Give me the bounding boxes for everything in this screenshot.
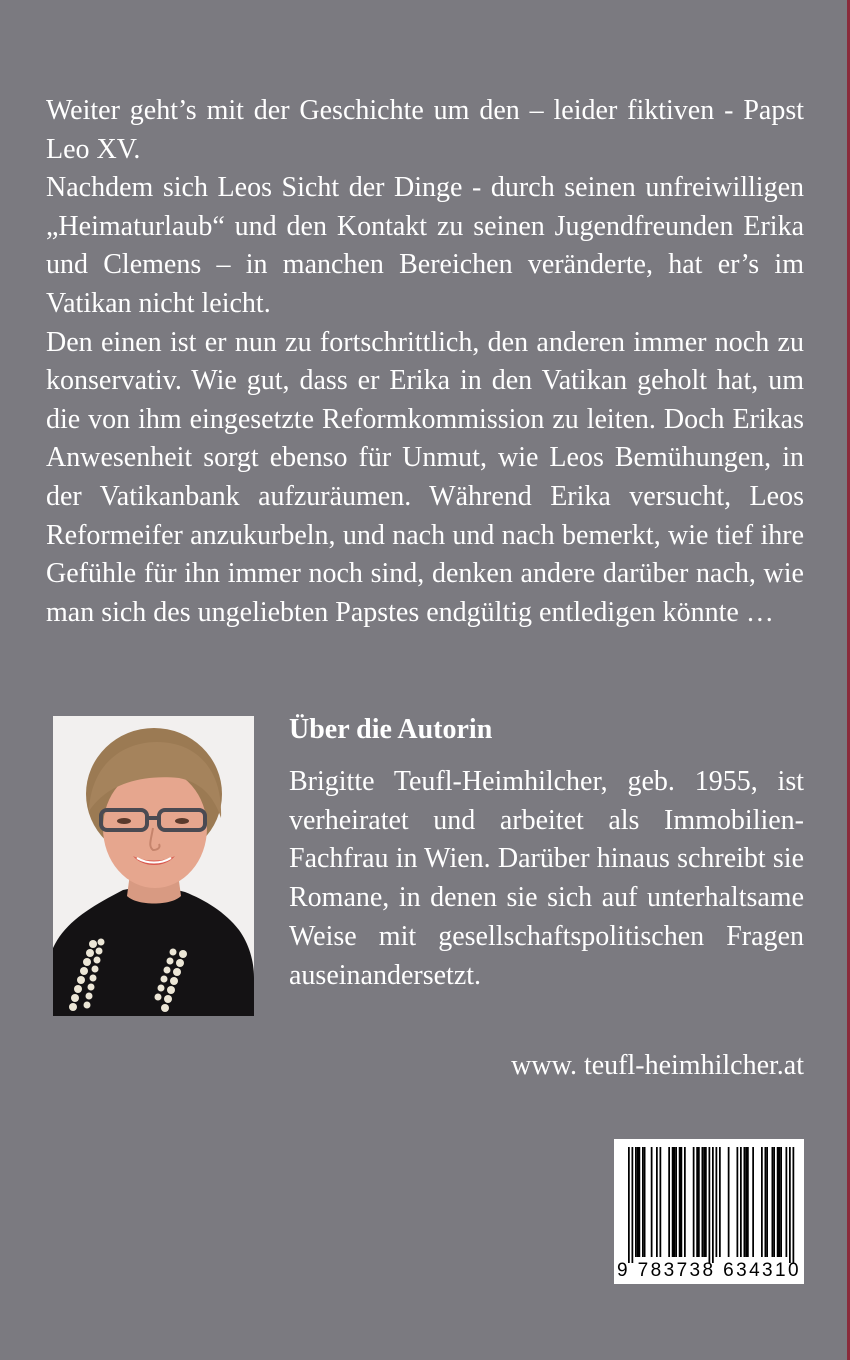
blurb-text <box>46 92 804 632</box>
author-heading: Über die Autorin <box>289 714 493 745</box>
barcode-bar <box>660 1147 662 1257</box>
barcode-bar <box>674 1147 676 1257</box>
barcode-bar <box>693 1147 695 1257</box>
barcode-bar <box>709 1147 711 1263</box>
barcode-bar <box>780 1147 782 1257</box>
barcode-bar <box>712 1147 714 1263</box>
barcode-bar <box>728 1147 730 1257</box>
barcode-bar <box>779 1147 781 1257</box>
barcode-bar <box>765 1147 767 1257</box>
barcode-bar <box>772 1147 774 1257</box>
barcode-bar <box>675 1147 677 1257</box>
barcode-bar <box>766 1147 768 1257</box>
barcode-bar <box>672 1147 674 1257</box>
barcode-bar <box>737 1147 739 1257</box>
barcode-bar <box>684 1147 686 1257</box>
barcode-bar <box>719 1147 721 1257</box>
barcode-bar <box>761 1147 763 1257</box>
barcode-bar <box>789 1147 791 1263</box>
barcode-bar <box>642 1147 644 1257</box>
barcode-bar <box>705 1147 707 1257</box>
barcode-bar <box>745 1147 747 1257</box>
barcode-bar <box>702 1147 704 1257</box>
barcode-bar <box>628 1147 630 1263</box>
barcode-bar <box>786 1147 788 1257</box>
barcode-bar <box>698 1147 700 1257</box>
author-bio: Brigitte Teufl-Heimhilcher, geb. 1955, ist verheiratet und arbeitet als Immobilien-Fachfrau in Wien. Darüber hinaus schreibt sie Romane, in denen sie sich auf unterhaltsame Weise mit gesellschaftspolitischen Fragen auseinandersetzt. <box>289 766 804 991</box>
isbn-barcode <box>614 1139 804 1284</box>
barcode-bar <box>635 1147 637 1257</box>
barcode-bar <box>679 1147 681 1257</box>
barcode-bar <box>639 1147 641 1257</box>
blurb-paragraph-2: Nachdem sich Leos Sicht der Dinge - durch seinen unfreiwilligen „Heimaturlaub“ und den Kontakt zu seinen Jugendfreunden Erika und Clemens – in manchen Bereichen veränderte, hat er’s im Vatikan nicht leicht. <box>46 172 804 319</box>
barcode-bar <box>716 1147 718 1257</box>
barcode-bar <box>773 1147 775 1257</box>
barcode-bar <box>777 1147 779 1257</box>
barcode-bar <box>703 1147 705 1257</box>
barcode-bar <box>632 1147 634 1263</box>
barcode-bar <box>656 1147 658 1257</box>
barcode-bar <box>651 1147 653 1257</box>
blurb-paragraph-3: Den einen ist er nun zu fortschrittlich, den anderen immer noch zu konservativ. Wie gut, dass er Erika in den Vatikan geholt hat, um die von ihm eingesetzte Reformkommission zu leiten. Doch Erikas Anwesenheit sorgt ebenso für Unmut, wie Leos Bemühungen, in der Vatikanbank aufzuräumen. Während Erika versucht, Leos Reformeifer anzukurbeln, und nach und nach bemerkt, wie tief ihre Gefühle für ihn immer noch sind, denken andere darüber nach, wie man sich des ungeliebten Papstes endgültig entledigen könnte … <box>46 326 804 628</box>
isbn-digits: 9 783738 634310 <box>617 1260 801 1281</box>
author-website: www. teufl-heimhilcher.at <box>511 1050 804 1081</box>
barcode-bar <box>668 1147 670 1257</box>
barcode-bar <box>644 1147 646 1257</box>
author-photo <box>53 716 254 1016</box>
barcode-bar <box>744 1147 746 1257</box>
barcode-bar <box>793 1147 795 1263</box>
barcode-bar <box>637 1147 639 1257</box>
barcode-bar <box>696 1147 698 1257</box>
barcode-bar <box>752 1147 754 1257</box>
barcode-bar <box>740 1147 742 1257</box>
barcode-bar <box>681 1147 683 1257</box>
barcode-bar <box>747 1147 749 1257</box>
blurb-paragraph-1: Weiter geht’s mit der Geschichte um den – leider fiktiven - Papst Leo XV. <box>46 95 804 165</box>
